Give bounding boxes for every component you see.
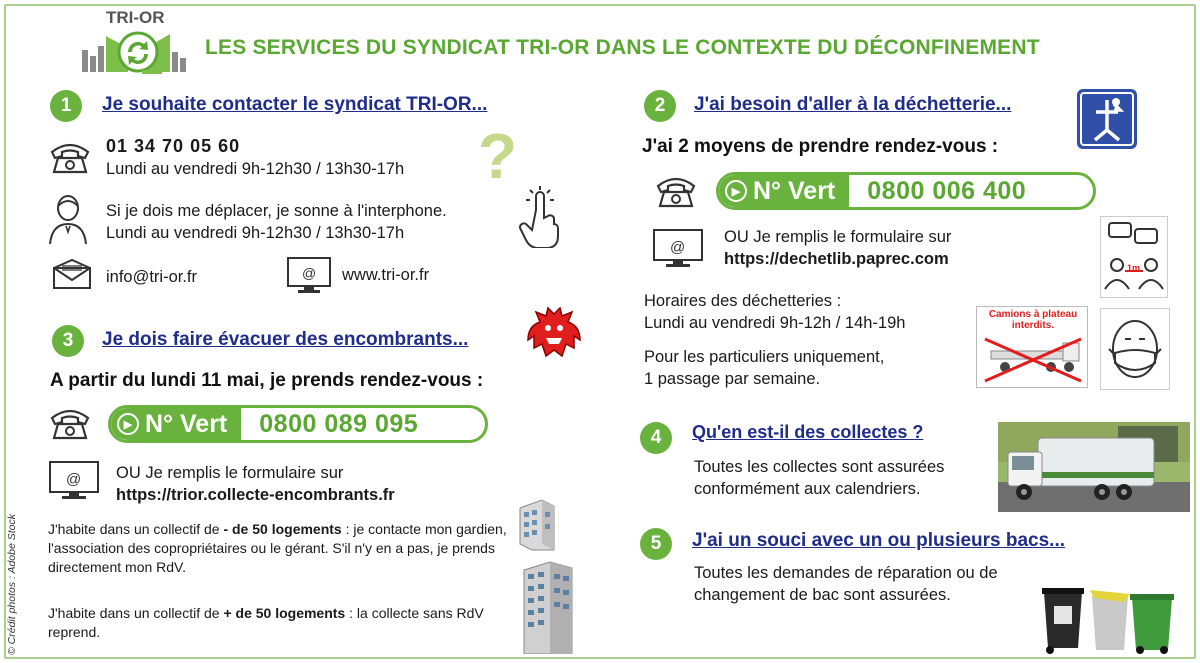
section-3-paragraph-2 (48, 604, 518, 642)
telephone-icon (652, 174, 700, 210)
computer-web-icon (48, 460, 100, 502)
p1-text-a: J'habite dans un collectif de (48, 521, 224, 537)
section-1-phone[interactable]: 01 34 70 05 60 (106, 136, 241, 156)
p2-text-c: : la collecte sans RdV reprend. (48, 605, 484, 640)
section-3-number: 3 (52, 325, 84, 357)
question-mark-icon (474, 122, 522, 184)
section-2-particuliers-1: Pour les particuliers uniquement, (644, 348, 885, 366)
page-title: LES SERVICES DU SYNDICAT TRI-OR DANS LE CONTEXTE DU DÉCONFINEMENT (205, 36, 1040, 59)
section-5-line-2: changement de bac sont assurées. (694, 586, 951, 604)
tall-building-icon (520, 558, 576, 654)
red-monster-icon (524, 306, 584, 368)
section-2-subheading: J'ai 2 moyens de prendre rendez-vous : (642, 136, 999, 157)
section-1-email[interactable]: info@tri-or.fr (106, 268, 198, 286)
dechetterie-sign-icon (1076, 88, 1138, 150)
svg-text:?: ? (478, 122, 518, 184)
small-building-icon (516, 498, 558, 552)
photo-credit: © Crédit photos : Adobe Stock (6, 513, 18, 655)
section-1-website[interactable]: www.tri-or.fr (342, 266, 430, 284)
section-2-form-url[interactable]: https://dechetlib.paprec.com (724, 250, 949, 268)
computer-web-icon (286, 256, 332, 296)
section-5-number: 5 (640, 528, 672, 560)
numero-vert-label: ▶ N° Vert (719, 175, 849, 207)
section-1-number: 1 (50, 90, 82, 122)
p2-text-a: J'habite dans un collectif de (48, 605, 224, 621)
logo-text: TRI-OR (106, 8, 165, 27)
email-envelope-icon (52, 258, 92, 290)
section-4-heading[interactable]: Qu'en est-il des collectes ? (692, 422, 924, 442)
section-1-phone-hours: Lundi au vendredi 9h-12h30 / 13h30-17h (106, 160, 405, 178)
section-2-particuliers-2: 1 passage par semaine. (644, 370, 821, 388)
garbage-truck-photo (998, 422, 1190, 512)
section-2-hours: Lundi au vendredi 9h-12h / 14h-19h (644, 314, 906, 332)
numero-vert-banner-encombrants[interactable] (108, 405, 488, 443)
section-5-line-1: Toutes les demandes de réparation ou de (694, 564, 998, 582)
telephone-icon (46, 406, 94, 442)
section-3-heading[interactable]: Je dois faire évacuer des encombrants... (102, 329, 469, 350)
section-1-visit-hours: Lundi au vendredi 9h-12h30 / 13h30-17h (106, 224, 405, 242)
section-3-form-url[interactable]: https://trior.collecte-encombrants.fr (116, 486, 395, 504)
social-distance-icon (1100, 216, 1168, 298)
section-3-form-line: OU Je remplis le formulaire sur (116, 464, 344, 482)
section-4-line-2: conformément aux calendriers. (694, 480, 921, 498)
numero-vert-label: ▶ N° Vert (111, 408, 241, 440)
svg-text:@: @ (670, 239, 686, 256)
no-flatbed-truck-sign (976, 306, 1088, 388)
svg-text:@: @ (66, 471, 82, 488)
section-3-subheading: A partir du lundi 11 mai, je prends rendez-vous : (50, 370, 484, 391)
play-arrow-icon: ▶ (117, 413, 139, 435)
p1-text-c: : je contacte mon gardien, l'association des copropriétaires ou le gérant. S'il n'y en a pas, je prends directement mon RdV. (48, 521, 507, 575)
section-5-heading[interactable]: J'ai un souci avec un ou plusieurs bacs... (692, 530, 1066, 551)
section-1-heading[interactable]: Je souhaite contacter le syndicat TRI-OR... (102, 94, 488, 115)
waste-bins-photo (1040, 586, 1180, 654)
section-4-number: 4 (640, 422, 672, 454)
section-3-paragraph-1 (48, 520, 518, 577)
section-2-hours-title: Horaires des déchetteries : (644, 292, 842, 310)
svg-text:@: @ (302, 265, 317, 281)
tri-or-logo (78, 6, 196, 80)
section-2-heading[interactable]: J'ai besoin d'aller à la déchetterie... (694, 94, 1012, 115)
pointing-hand-icon (516, 184, 564, 248)
telephone-icon (46, 140, 94, 176)
section-2-form-line: OU Je remplis le formulaire sur (724, 228, 952, 246)
distance-label: 1m (1127, 263, 1141, 273)
face-mask-icon (1100, 308, 1170, 390)
flatbed-truck-icon (981, 335, 1085, 385)
section-1-visit-line: Si je dois me déplacer, je sonne à l'interphone. (106, 202, 447, 220)
numero-vert-number[interactable]: 0800 089 095 (259, 409, 419, 438)
computer-web-icon (652, 228, 704, 270)
numero-vert-banner-dechetterie[interactable] (716, 172, 1096, 210)
receptionist-icon (48, 194, 88, 246)
p1-text-bold: - de 50 logements (223, 521, 342, 537)
section-4-line-1: Toutes les collectes sont assurées (694, 458, 945, 476)
p2-text-bold: + de 50 logements (223, 605, 346, 621)
section-2-number: 2 (644, 90, 676, 122)
play-arrow-icon: ▶ (725, 180, 747, 202)
numero-vert-number[interactable]: 0800 006 400 (867, 176, 1027, 205)
camions-interdits-label: Camions à plateau interdits. (988, 309, 1078, 331)
